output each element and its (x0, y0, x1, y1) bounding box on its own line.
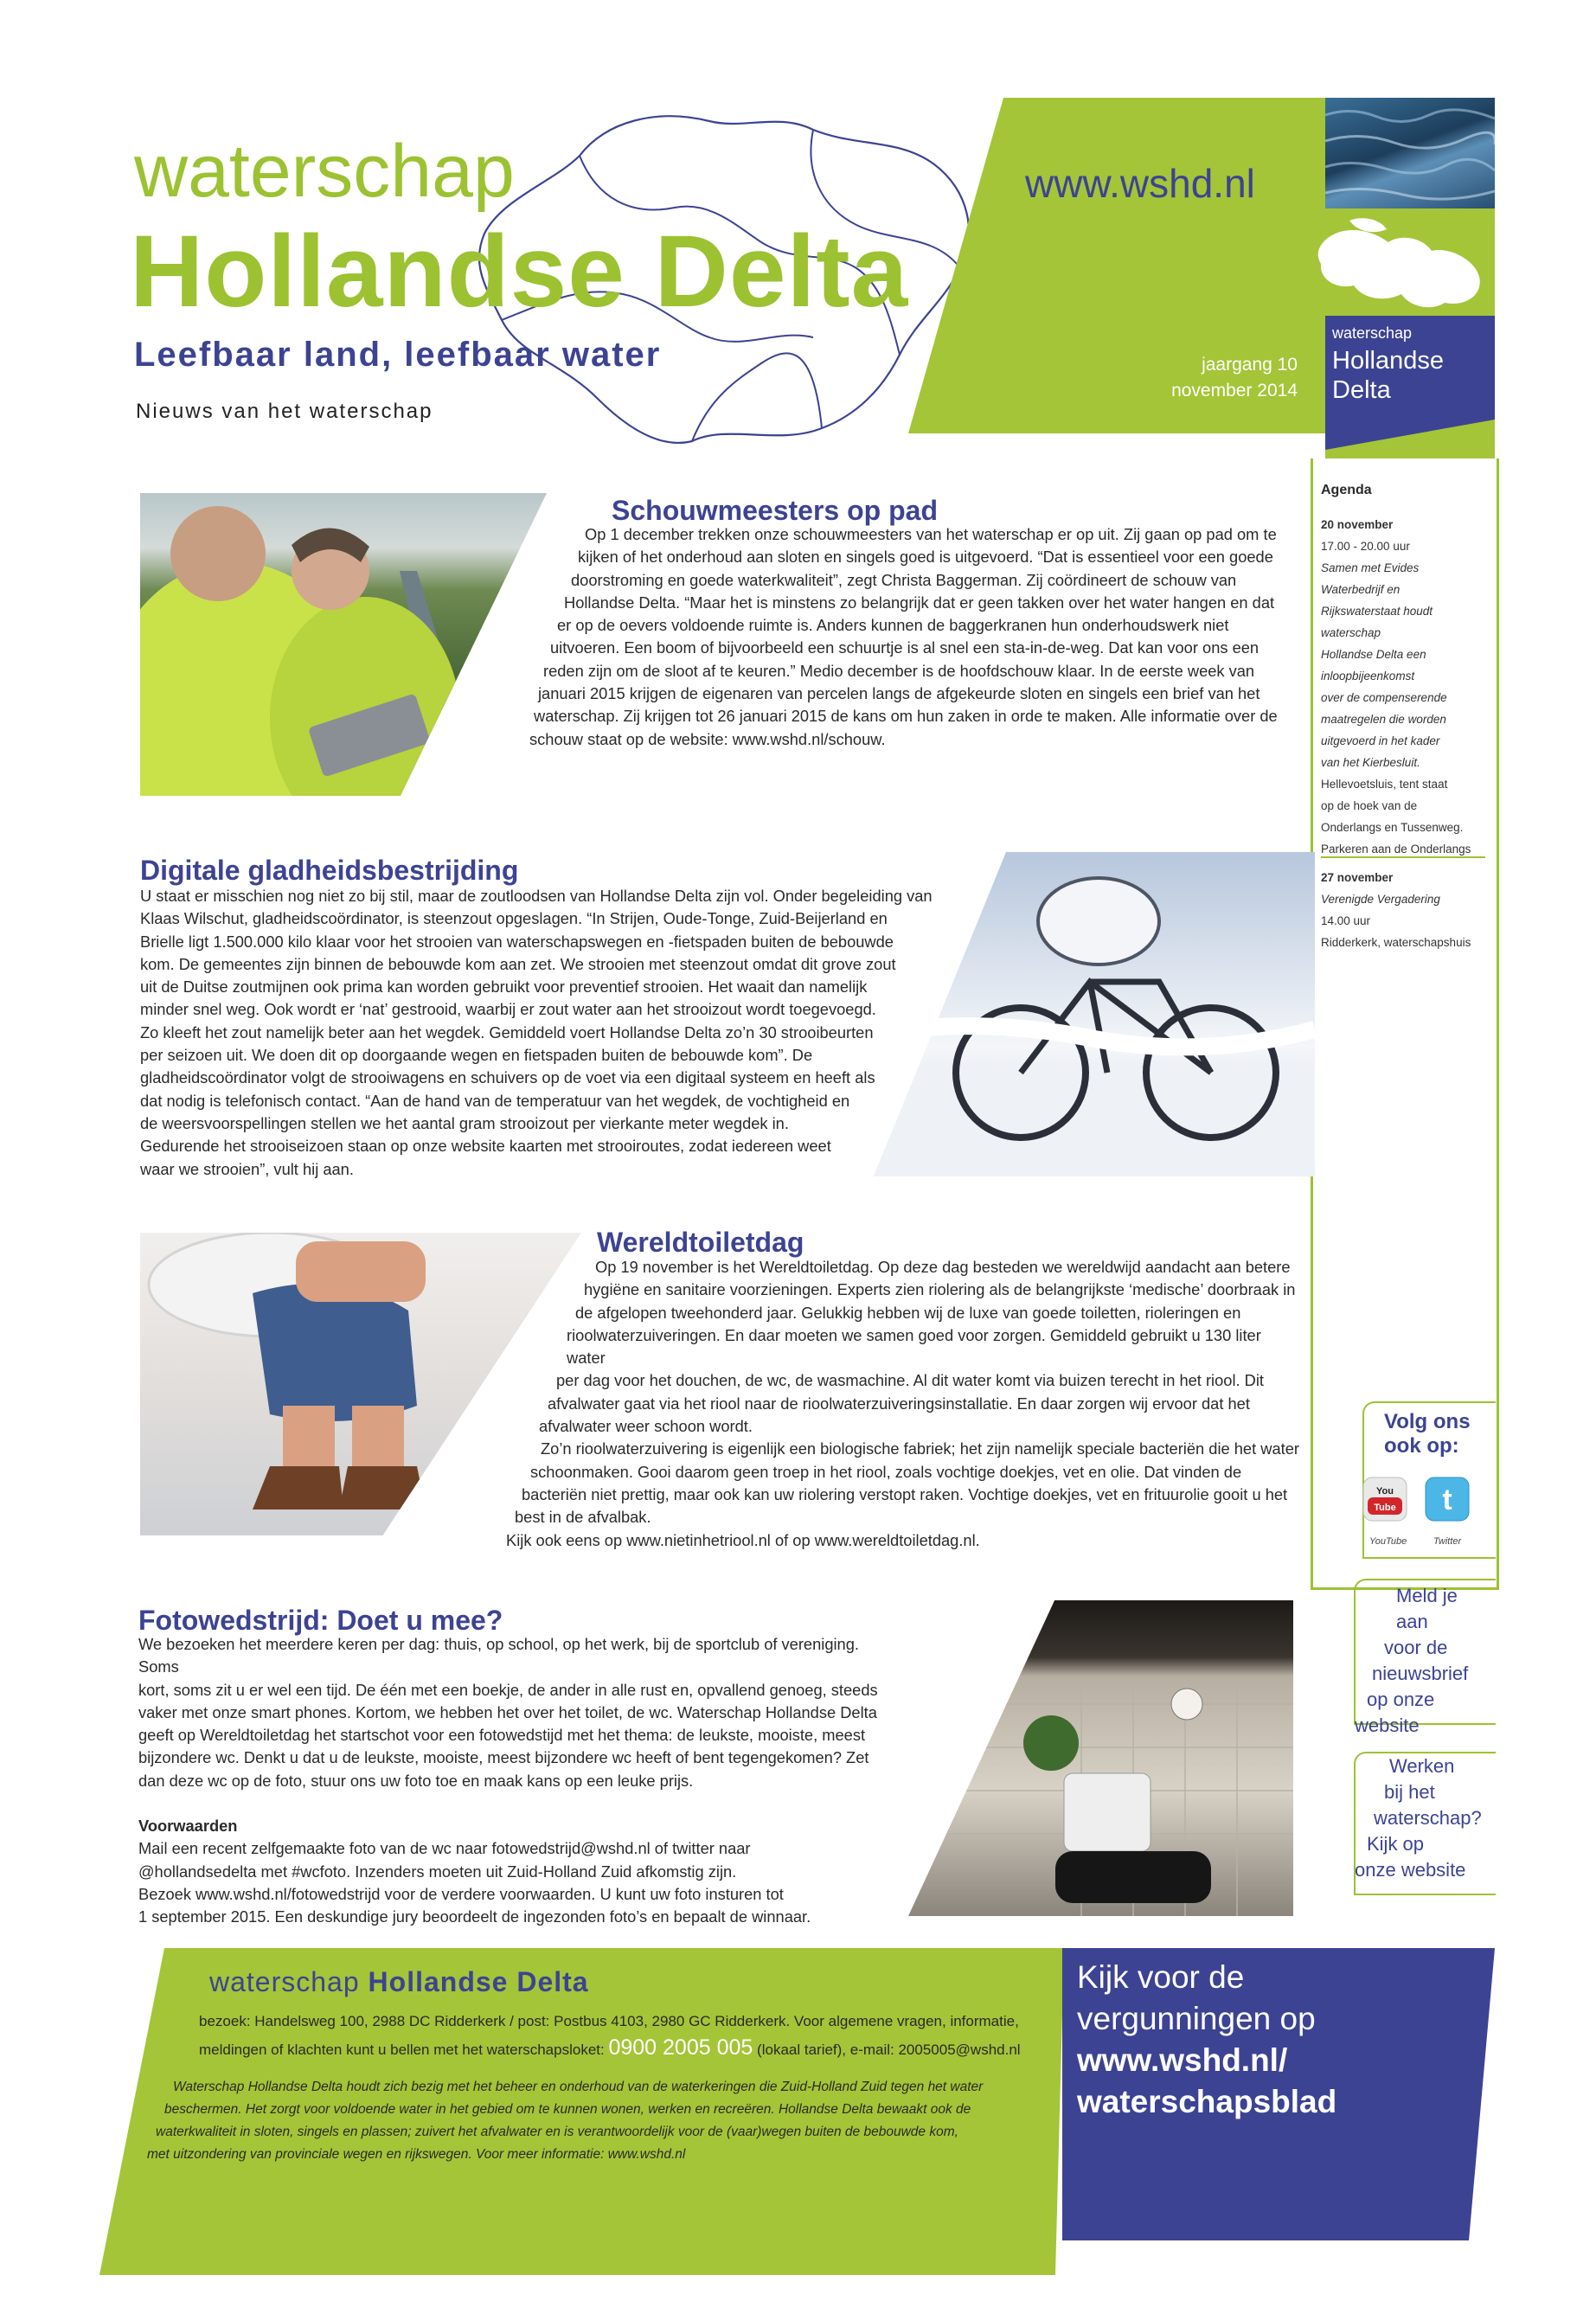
twitter-label: Twitter (1433, 1536, 1462, 1547)
agenda-item-1-description-line: over de compenserende (1321, 691, 1447, 704)
article-foto-body: We bezoeken het meerdere keren per dag: thuis, op school, op het werk, bij de sportclub of vereniging. Soms kort, soms zit u er wel een tijd. De één met een boekje, de ander in alle rust en, opvallend genoeg, steeds vaker met onze smart phones. Kortom, we hebben het over het toilet, de wc. Waterschap Hollandse Delta geeft op Wereldtoiletdag het startschot voor een fotowedstijd met het thema: de leukste, mooiste, meest bijzondere wc. Denkt u dat u de leukste, mooiste, meest bijzondere wc heeft of bent tegengekomen? Zet dan deze wc op de foto, stuur ons uw foto toe en maak kans op een leuke prijs. Voorwaarden Mail een recent zelfgemaakte foto van de wc naar fotowedstrijd@wshd.nl of twitter naar @hollandsedelta met #wcfoto. Inzenders moeten uit Zuid-Holland Zuid afkomstig zijn. Bezoek www.wshd.nl/fotowedstrijd voor de verdere voorwaarden. U kunt uw foto insturen tot 1 september 2015. Een deskundige jury beoordeelt de ingezonden foto’s en bepaalt de winnaar. (138, 1633, 900, 1929)
svg-text:t: t (1442, 1484, 1452, 1516)
jobs-line-5: onze website (1355, 1859, 1466, 1881)
article-toilet-title: Wereldtoiletdag (597, 1227, 804, 1258)
jobs-text[interactable] (1355, 1753, 1493, 1883)
newsletter-line-1: Meld je aan (1396, 1585, 1458, 1632)
logo-line-2: Delta (1332, 376, 1391, 404)
jobs-line-1: Werken (1389, 1755, 1455, 1777)
footer-about-line-4: met uitzondering van provinciale wegen en rijkswegen. Voor meer informatie: www.wshd.nl (147, 2147, 686, 2162)
jobs-line-3: waterschap? (1374, 1807, 1482, 1829)
permits-line-1: Kijk voor de (1077, 1959, 1245, 1995)
article-schouw-body: Op 1 december trekken onze schouwmeesters van het waterschap er op uit. Zij gaan op pad om te kijken of het onderhoud aan sloten en singels goed is uitgevoerd. “Dat is essentieel voor een goede doorstroming en goede waterkwaliteit”, zegt Christa Baggerman. Zij coördineert de schouw van Hollandse Delta. “Maar het is minstens zo belangrijk dat er geen takken over het water hangen en dat er op de oevers voldoende ruimte is. Anders kunnen de baggerkranen hun onderhoudswerk niet uitvoeren. Een boom of bijvoorbeeld een schuurtje is al snel een sta-in-de-weg. Dat kan voor ons een reden zijn om de sloot af te keuren.” Medio december is de hoofdschouw klaar. In de eerste week van januari 2015 krijgen de eigenaren van percelen langs de afgekeurde sloten en singels een brief van het waterschap. Zij krijgen tot 26 januari 2015 de kans om hun zaken in orde te maken. Alle informatie over de schouw staat op de website: www.wshd.nl/schouw. (529, 525, 1278, 748)
logo-text (1332, 346, 1444, 405)
masthead-name-small: waterschap (134, 130, 515, 213)
article-foto-title: Fotowedstrijd: Doet u mee? (138, 1605, 503, 1636)
footer-title (209, 1966, 589, 1998)
agenda-item-1-location-line: op de hoek van de (1321, 799, 1418, 812)
agenda-item-2-date: 27 november (1321, 871, 1394, 884)
wc-photo (908, 1600, 1293, 1916)
svg-text:Tube: Tube (1374, 1503, 1396, 1513)
agenda-item-1-location-line: Parkeren aan de Onderlangs (1321, 843, 1471, 856)
agenda-item-1 (1321, 514, 1490, 860)
article-schouw-title: Schouwmeesters op pad (612, 495, 938, 526)
footer-phone-intro: meldingen of klachten kunt u bellen met het waterschapsloket: (199, 2041, 605, 2058)
article-gladheid-body: U staat er misschien nog niet zo bij stil, maar de zoutloodsen van Hollandse Delta zijn vol. Onder begeleiding van Klaas Wilschut, gladheidscoördinator, is steenzout opgeslagen. “In Strijen, Oude-Tonge, Zuid-Beijerland en Brielle ligt 1.500.000 kilo klaar voor het strooien van waterschapswegen en -fietspaden buiten de bebouwde kom. De gemeentes zijn binnen de bebouwde kom aan zet. We strooien met steenzout omdat dit grove zout uit de Duitse zoutmijnen ook prima kan worden gebruikt voor preventief strooien. Het waait dan namelijk minder snel weg. Ook wordt er ‘nat’ gestrooid, waarbij er zout water aan het strooizout wordt toegevoegd. Zo kleeft het zout namelijk beter aan het wegdek. Gemiddeld voert Hollandse Delta zo’n 30 strooibeurten per seizoen uit. We doen dit op doorgaande wegen en fietspaden buiten de bebouwde kom”. De gladheidscoördinator volgt de strooiwagens en schuivers op de voet via een digitaal systeem en heeft als dat nodig is telefonisch contact. “Aan de hand van de temperatuur van het wegdek, de vochtigheid en de weersvoorspellingen stellen we het aantal gram strooizout per vierkante meter wegdek in. Gedurende het strooiseizoen staan op onze website kaarten met strooiroutes, zodat iedereen weet waar we strooien”, vult hij aan. (140, 887, 933, 1178)
article-toilet-body: Op 19 november is het Wereldtoiletdag. Op deze dag besteden we wereldwijd aandacht aan betere hygiëne en sanitaire voorzieningen. Experts zien riolering als de belangrijkste ‘medische’ doorbraak in de afgelopen tweehonderd jaar. Gelukkig hebben wij de luxe van goede toiletten, rioleringen en rioolwaterzuiveringen. En daar moeten we samen goed voor zorgen. Gemiddeld gebruikt u 130 liter water per dag voor het douchen, de wc, de wasmachine. Al dit water komt via buizen terecht in het riool. Dit afvalwater gaat via het riool naar de rioolwaterzuiveringsinstallatie. En daar zorgen wij ervoor dat het afvalwater weer schoon wordt. Zo’n rioolwaterzuivering is eigenlijk een biologische fabriek; het zijn namelijk speciale bacteriën die het water schoonmaken. Gooi daarom geen troep in het riool, zoals vochtige doekjes, vet en olie. Dat vinden de bacteriën niet prettig, maar ook kan uw riolering verstopt raken. Vochtige doekjes, vet en frituurolie gooit u het best in de afvalbak. Kijk ook eens op www.nietinhetriool.nl of op www.wereldtoiletdag.nl. (506, 1258, 1299, 1549)
permits-url-2[interactable]: waterschapsblad (1077, 2084, 1337, 2119)
newsletter-line-2: voor de (1384, 1637, 1448, 1658)
social-title (1384, 1410, 1471, 1458)
footer-about-line-1: Waterschap Hollandse Delta houdt zich bezig met het beheer en onderhoud van de waterkeringen die Zuid-Holland Zuid tegen het water (173, 2080, 984, 2094)
agenda-divider (1321, 856, 1485, 858)
agenda-item-2-description: Verenigde Vergadering (1321, 893, 1440, 906)
svg-text:You: You (1376, 1486, 1394, 1497)
issue-info (1151, 352, 1298, 404)
footer-email[interactable]: (lokaal tarief), e-mail: 2005005@wshd.nl (757, 2041, 1021, 2058)
jobs-line-4: Kijk op (1367, 1833, 1425, 1855)
social-title-line-2: ook op: (1384, 1434, 1459, 1458)
masthead-name: Hollandse Delta (130, 215, 909, 329)
newsletter-text[interactable] (1355, 1583, 1493, 1739)
agenda-title: Agenda (1321, 483, 1372, 497)
logo-line-1: Hollandse (1332, 347, 1444, 375)
youtube-icon[interactable] (1362, 1477, 1407, 1522)
logo-text-small: waterschap (1332, 324, 1413, 342)
agenda-item-1-description-line: Samen met Evides (1321, 561, 1420, 574)
footer-about (147, 2076, 1021, 2166)
footer-phone[interactable]: 0900 2005 005 (608, 2035, 753, 2060)
agenda-item-1-location-line: Hellevoetsluis, tent staat (1321, 778, 1448, 791)
agenda-item-1-date: 20 november (1321, 518, 1394, 531)
agenda-item-1-description-line: van het Kierbesluit. (1321, 756, 1420, 769)
permits-callout[interactable] (1077, 1957, 1475, 2123)
agenda-item-1-description-line: inloopbijeenkomst (1321, 670, 1415, 683)
water-photo (1325, 98, 1495, 208)
agenda-item-1-description-line: Rijkswaterstaat houdt (1321, 605, 1433, 618)
agenda-item-1-description-line: waterschap (1321, 626, 1381, 639)
agenda-item-1-description-line: uitgevoerd in het kader (1321, 734, 1440, 747)
permits-line-2: vergunningen op (1077, 2001, 1316, 2036)
permits-url-1[interactable]: www.wshd.nl/ (1077, 2042, 1288, 2078)
snowy-bicycle-photo (874, 852, 1315, 1176)
social-title-line-1: Volg ons (1384, 1410, 1471, 1433)
footer-address: bezoek: Handelsweg 100, 2988 DC Ridderkerk / post: Postbus 4103, 2980 GC Ridderkerk. Voor algemene vragen, informatie, (199, 2013, 1019, 2029)
footer-about-line-2: beschermen. Het zorgt voor voldoende water in het gebied om te kunnen wonen, werken en recreëren. Hollandse Delta bewaakt ook de (164, 2102, 971, 2117)
newsletter-line-3: nieuwsbrief (1372, 1663, 1469, 1684)
logo-map-icon (1302, 212, 1492, 324)
twitter-icon[interactable] (1425, 1477, 1470, 1522)
footer-title-light: waterschap (209, 1966, 360, 1997)
newsletter-line-5: website (1355, 1715, 1420, 1736)
agenda-item-1-location-line: Onderlangs en Tussenweg. (1321, 821, 1464, 834)
footer-about-line-3: waterkwaliteit in sloten, singels en plassen; zuivert het afvalwater en is verantwoordelijk voor de (vaar)wegen buiten de bebouwde kom, (156, 2125, 958, 2139)
agenda-item-1-description (1321, 557, 1490, 773)
masthead-subtitle: Nieuws van het waterschap (136, 400, 433, 423)
jobs-line-2: bij het (1384, 1781, 1435, 1803)
schouwmeesters-photo (140, 493, 547, 796)
issue-date: november 2014 (1171, 381, 1298, 401)
agenda-item-2-time: 14.00 uur (1321, 914, 1371, 927)
agenda-item-1-time: 17.00 - 20.00 uur (1321, 540, 1410, 553)
newsletter-line-4: op onze (1367, 1689, 1435, 1710)
conditions-title: Voorwaarden (138, 1817, 238, 1836)
issue-volume: jaargang 10 (1202, 355, 1298, 375)
agenda-item-1-description-line: Hollandse Delta een (1321, 648, 1426, 661)
footer-title-bold: Hollandse Delta (368, 1966, 589, 1997)
agenda-item-1-description-line: maatregelen die worden (1321, 713, 1446, 726)
masthead-tagline: Leefbaar land, leefbaar water (134, 336, 662, 374)
footer-contact (199, 2009, 1047, 2063)
agenda-item-2 (1321, 867, 1490, 953)
youtube-label: YouTube (1369, 1536, 1407, 1547)
article-gladheid-title: Digitale gladheidsbestrijding (140, 855, 519, 886)
agenda-item-1-location (1321, 773, 1490, 860)
website-url[interactable]: www.wshd.nl (1025, 161, 1255, 206)
agenda-item-2-location: Ridderkerk, waterschapshuis (1321, 936, 1471, 949)
agenda-item-1-description-line: Waterbedrijf en (1321, 583, 1401, 596)
